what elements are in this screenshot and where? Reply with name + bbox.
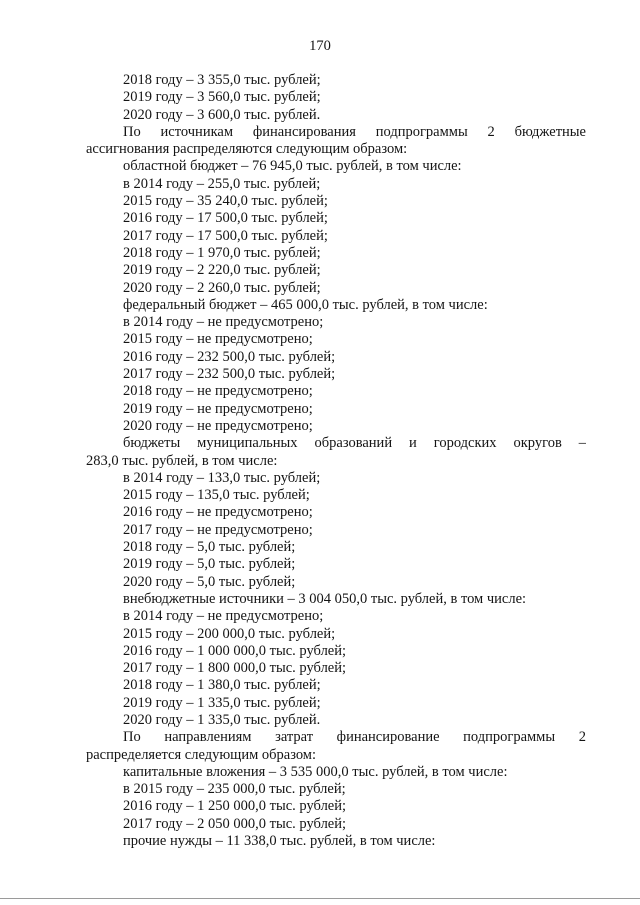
text-line: 2016 году – не предусмотрено; bbox=[123, 504, 313, 521]
text-word: бюджетные bbox=[514, 123, 586, 140]
text-line: 2015 году – 35 240,0 тыс. рублей; bbox=[123, 193, 328, 210]
text-line bbox=[86, 124, 586, 141]
text-word: образований bbox=[314, 435, 393, 452]
text-line: в 2014 году – 133,0 тыс. рублей; bbox=[123, 469, 321, 486]
text-line: 2018 году – 3 355,0 тыс. рублей; bbox=[123, 72, 321, 88]
text-line: 2018 году – 1 970,0 тыс. рублей; bbox=[123, 244, 321, 261]
text-word: подпрограммы bbox=[463, 729, 556, 746]
text-line: 2019 году – 1 335,0 тыс. рублей; bbox=[123, 694, 321, 711]
text-line: в 2015 году – 235 000,0 тыс. рублей; bbox=[123, 781, 346, 798]
text-line bbox=[86, 729, 586, 746]
text-line: распределяется следующим образом: bbox=[86, 746, 317, 763]
text-line: 2020 году – 3 600,0 тыс. рублей. bbox=[123, 106, 321, 123]
text-word: 2 bbox=[487, 123, 495, 140]
text-line: 2019 году – 2 220,0 тыс. рублей; bbox=[123, 262, 321, 279]
text-line: 2017 году – 2 050 000,0 тыс. рублей; bbox=[123, 815, 347, 832]
text-line: прочие нужды – 11 338,0 тыс. рублей, в том числе: bbox=[123, 833, 436, 850]
text-line: капитальные вложения – 3 535 000,0 тыс. рублей, в том числе: bbox=[123, 763, 508, 780]
text-line: 2015 году – 200 000,0 тыс. рублей; bbox=[123, 625, 336, 642]
text-line: 2017 году – 17 500,0 тыс. рублей; bbox=[123, 227, 328, 244]
text-word: финансирование bbox=[336, 729, 440, 746]
text-line: 2020 году – 2 260,0 тыс. рублей; bbox=[123, 279, 321, 296]
page-number: 170 bbox=[309, 38, 331, 54]
text-word: источникам bbox=[160, 123, 234, 140]
text-line: 2015 году – 135,0 тыс. рублей; bbox=[123, 487, 310, 504]
text-line: 2019 году – 5,0 тыс. рублей; bbox=[123, 556, 296, 573]
text-line: в 2014 году – не предусмотрено; bbox=[123, 608, 324, 625]
text-line: 2018 году – 1 380,0 тыс. рублей; bbox=[123, 677, 321, 694]
text-word: округов bbox=[513, 435, 562, 452]
text-word: муниципальных bbox=[197, 435, 298, 452]
text-word: По bbox=[123, 123, 141, 140]
text-line: 2020 году – 5,0 тыс. рублей; bbox=[123, 573, 296, 590]
text-line bbox=[86, 435, 586, 452]
text-line: 2019 году – 3 560,0 тыс. рублей; bbox=[123, 89, 321, 106]
text-line: 2017 году – не предусмотрено; bbox=[123, 521, 313, 538]
text-line: внебюджетные источники – 3 004 050,0 тыс. рублей, в том числе: bbox=[123, 590, 527, 607]
text-line: 2017 году – 232 500,0 тыс. рублей; bbox=[123, 366, 336, 383]
text-line: областной бюджет – 76 945,0 тыс. рублей, в том числе: bbox=[123, 158, 462, 175]
text-line: 2015 году – не предусмотрено; bbox=[123, 331, 313, 348]
footer-rule bbox=[0, 898, 640, 899]
text-line: в 2014 году – не предусмотрено; bbox=[123, 314, 324, 331]
text-line: 2016 году – 17 500,0 тыс. рублей; bbox=[123, 210, 328, 227]
text-line: 283,0 тыс. рублей, в том числе: bbox=[86, 452, 278, 469]
text-word: подпрограммы bbox=[375, 123, 468, 140]
text-line: 2018 году – 5,0 тыс. рублей; bbox=[123, 539, 296, 556]
text-word: 2 bbox=[578, 729, 586, 746]
text-word: и bbox=[409, 435, 417, 452]
text-line: 2016 году – 232 500,0 тыс. рублей; bbox=[123, 348, 336, 365]
text-word: – bbox=[578, 435, 586, 452]
text-line: ассигнования распределяются следующим образом: bbox=[86, 141, 408, 158]
document-body bbox=[86, 72, 586, 850]
text-line: 2016 году – 1 250 000,0 тыс. рублей; bbox=[123, 798, 347, 815]
text-line: 2019 году – не предусмотрено; bbox=[123, 400, 313, 417]
text-word: бюджеты bbox=[123, 435, 181, 452]
text-word: направлениям bbox=[164, 729, 252, 746]
text-line: 2017 году – 1 800 000,0 тыс. рублей; bbox=[123, 660, 347, 677]
text-line: 2018 году – не предусмотрено; bbox=[123, 383, 313, 400]
text-line: 2020 году – не предусмотрено; bbox=[123, 417, 313, 434]
text-word: По bbox=[123, 729, 141, 746]
text-line: 2020 году – 1 335,0 тыс. рублей. bbox=[123, 711, 321, 728]
text-line: 2016 году – 1 000 000,0 тыс. рублей; bbox=[123, 642, 347, 659]
text-word: городских bbox=[433, 435, 497, 452]
text-word: финансирования bbox=[252, 123, 356, 140]
text-line: федеральный бюджет – 465 000,0 тыс. рублей, в том числе: bbox=[123, 296, 488, 313]
text-line: в 2014 году – 255,0 тыс. рублей; bbox=[123, 175, 321, 192]
text-word: затрат bbox=[275, 729, 314, 746]
